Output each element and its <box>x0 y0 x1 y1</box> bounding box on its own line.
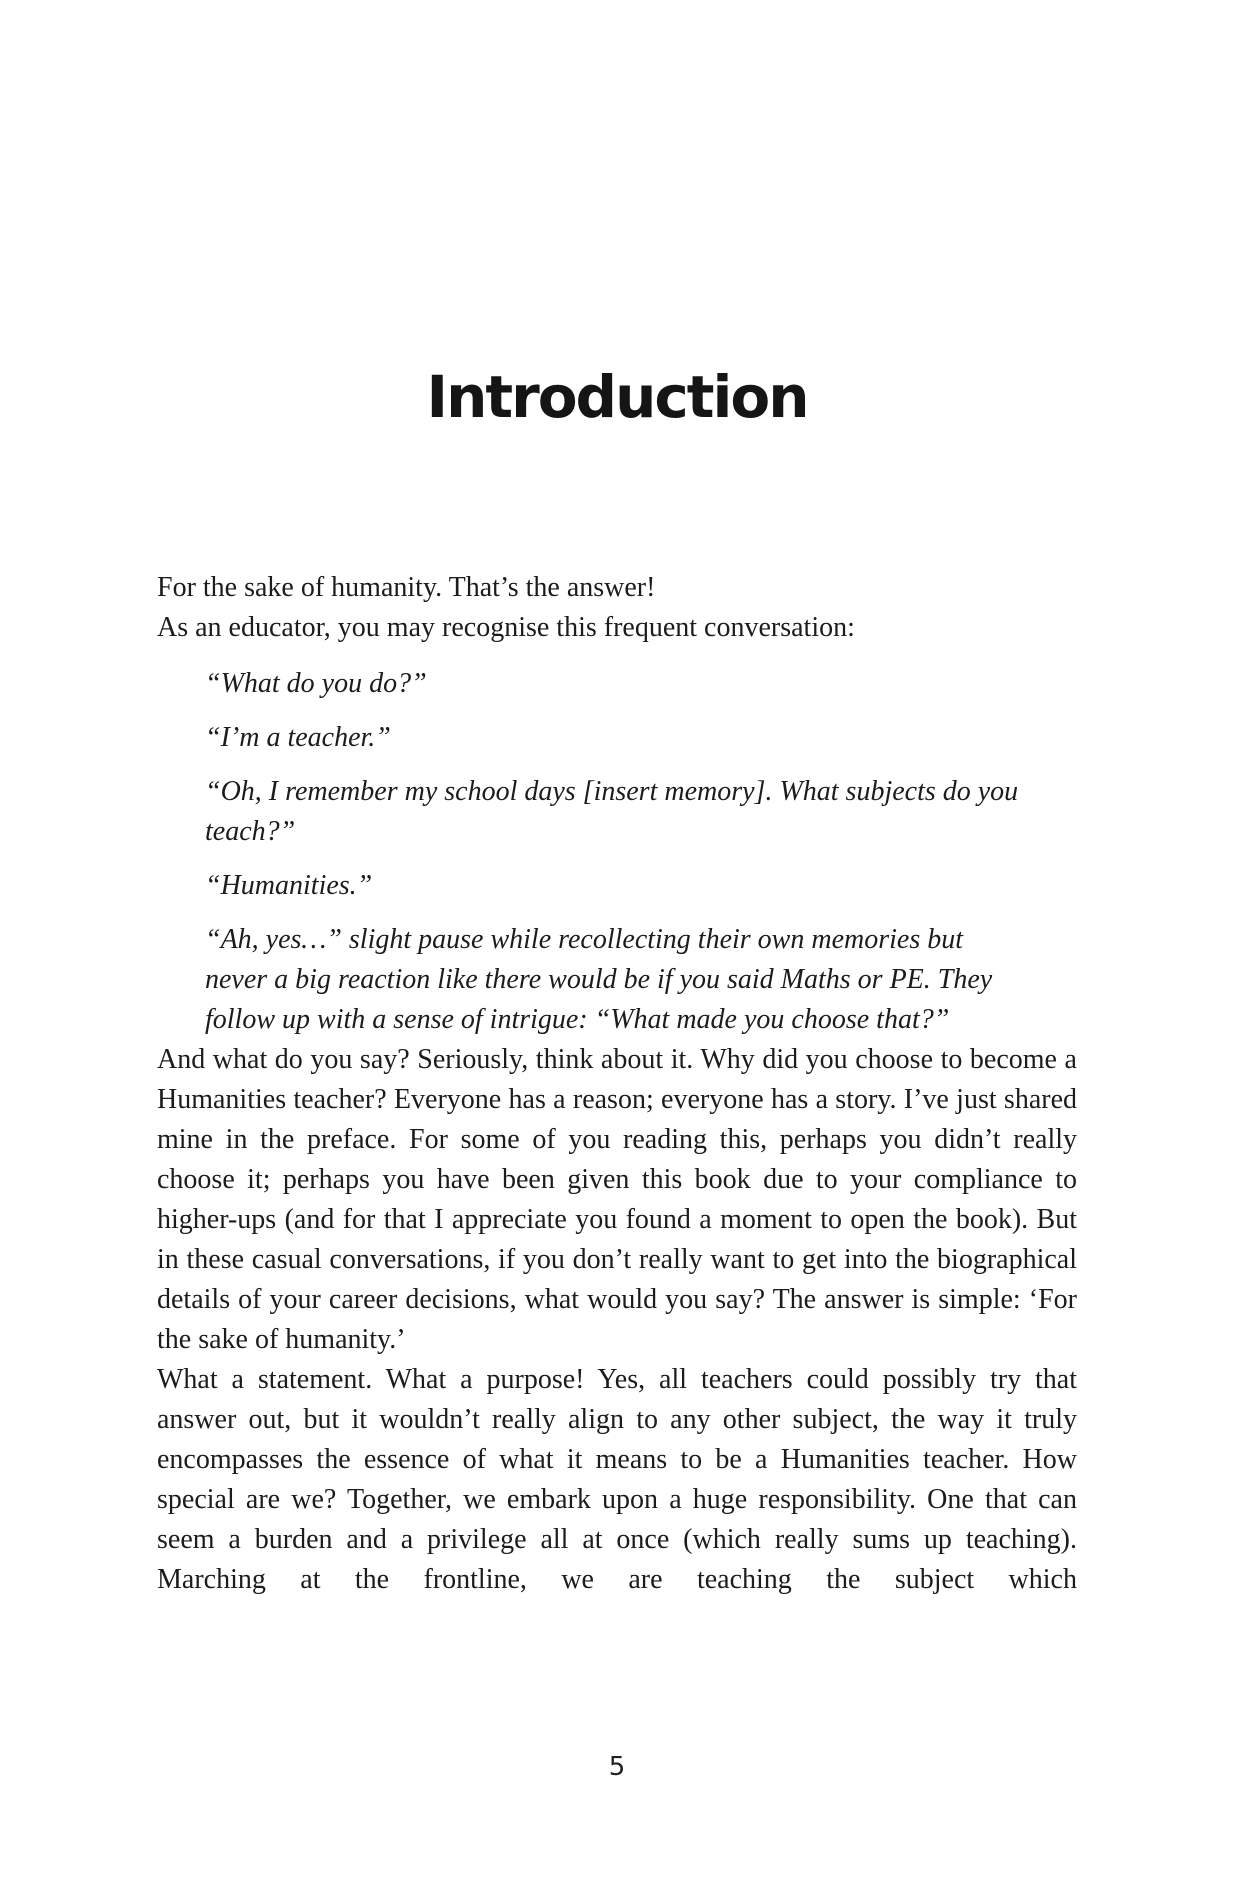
chapter-title: Introduction <box>426 363 808 431</box>
dialogue-line-3: “Oh, I remember my school days [insert memory]. What subjects do you teach?” <box>205 776 1019 847</box>
page-number: 5 <box>608 1752 626 1782</box>
dialogue-line-4: “Humanities.” <box>205 870 373 901</box>
dialogue-line-1: “What do you do?” <box>205 668 427 699</box>
paragraph-educator: As an educator, you may recognise this frequent conversation: <box>157 612 855 643</box>
dialogue-line-5: “Ah, yes…” slight pause while recollecting their own memories but never a big reaction like there would be if you said Maths or PE. They follow up with a sense of intrigue: “What made you choose that?” <box>205 924 993 1035</box>
dialogue-block <box>205 664 1032 1040</box>
paragraph-opening: For the sake of humanity. That’s the answer! <box>157 572 656 603</box>
dialogue-line-2: “I’m a teacher.” <box>205 722 391 753</box>
paragraph-and-what: And what do you say? Seriously, think about it. Why did you choose to become a Humanities teacher? Everyone has a reason; everyone has a story. I’ve just shared mine in the preface. For some of you reading this, perhaps you didn’t really choose it; perhaps you have been given this book due to your compliance to higher-ups (and for that I appreciate you found a moment to open the book). But in these casual conversations, if you don’t really want to get into the biographical details of your career decisions, what would you say? The answer is simple: ‘For the sake of humanity.’ <box>157 1044 1077 1355</box>
paragraph-statement: What a statement. What a purpose! Yes, all teachers could possibly try that answer out, but it wouldn’t really align to any other subject, the way it truly encompasses the essence of what it means to be a Humanities teacher. How special are we? Together, we embark upon a huge responsibility. One that can seem a burden and a privilege all at once (which really sums up teaching). Marching at the frontline, we are teaching the subject which <box>157 1364 1077 1595</box>
page-content <box>157 568 1077 1600</box>
